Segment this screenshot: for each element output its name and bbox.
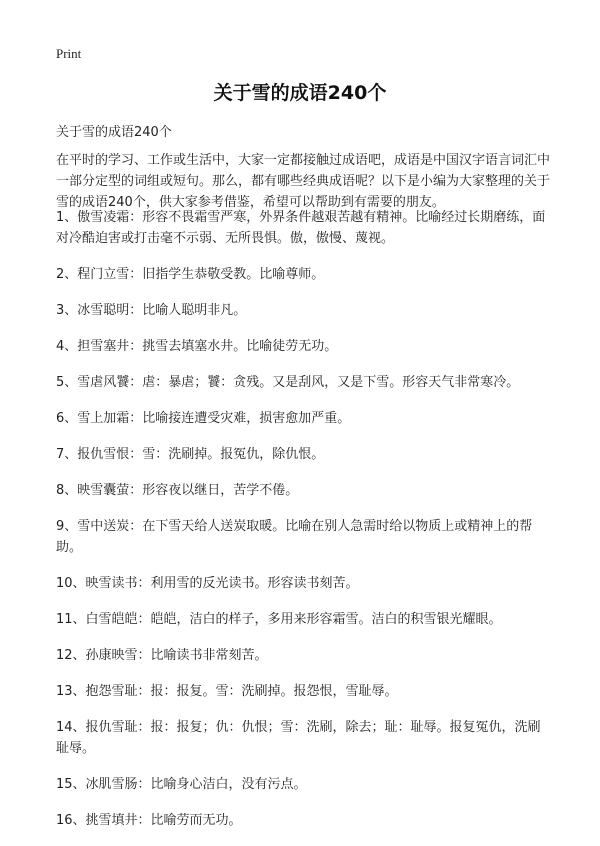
list-item: 7、报仇雪恨：雪：洗刷掉。报冤仇，除仇恨。 (56, 447, 325, 462)
list-item: 15、冰肌雪肠：比喻身心洁白，没有污点。 (56, 777, 307, 792)
list-item: 2、程门立雪：旧指学生恭敬受教。比喻尊师。 (56, 267, 325, 282)
list-item: 14、报仇雪耻：报：报复；仇：仇恨；雪：洗刷，除去；耻：耻辱。报复冤仇，洗刷耻辱。 (56, 720, 541, 756)
list-item: 12、孙康映雪：比喻读书非常刻苦。 (56, 648, 268, 663)
intro-paragraph: 在平时的学习、工作或生活中，大家一定都接触过成语吧，成语是中国汉字语言词汇中一部分定型的词组或短句。那么，都有哪些经典成语呢？以下是小编为大家整理的关于雪的成语240个，供大家参考借鉴，希望可以帮助到有需要的朋友。 (56, 153, 551, 210)
list-item: 8、映雪囊萤：形容夜以继日，苦学不倦。 (56, 483, 299, 498)
print-link[interactable]: Print (56, 46, 82, 61)
page-title: 关于雪的成语240个 (213, 82, 387, 104)
list-item: 3、冰雪聪明：比喻人聪明非凡。 (56, 303, 247, 318)
list-item: 9、雪中送炭：在下雪天给人送炭取暖。比喻在别人急需时给以物质上或精神上的帮助。 (56, 519, 533, 555)
list-item: 13、抱怨雪耻：报：报复。雪：洗刷掉。报怨恨，雪耻辱。 (56, 684, 398, 699)
list-item: 4、担雪塞井：挑雪去填塞水井。比喻徒劳无功。 (56, 339, 338, 354)
list-item: 10、映雪读书：利用雪的反光读书。形容读书刻苦。 (56, 576, 359, 591)
list-item: 16、挑雪填井：比喻劳而无功。 (56, 813, 242, 828)
list-item: 6、雪上加霜：比喻接连遭受灾难，损害愈加严重。 (56, 411, 351, 426)
list-item: 5、雪虐风饕：虐：暴虐；饕：贪残。又是刮风，又是下雪。形容天气非常寒冷。 (56, 375, 520, 390)
list-item: 1、傲雪凌霜：形容不畏霜雪严寒，外界条件越艰苦越有精神。比喻经过长期磨练，面对冷酷迫害或打击毫不示弱、无所畏惧。傲，傲慢、蔑视。 (56, 210, 546, 246)
document-subtitle: 关于雪的成语240个 (56, 125, 172, 140)
list-item: 11、白雪皑皑：皑皑，洁白的样子，多用来形容霜雪。洁白的积雪银光耀眼。 (56, 612, 502, 627)
idiom-list (56, 207, 552, 846)
